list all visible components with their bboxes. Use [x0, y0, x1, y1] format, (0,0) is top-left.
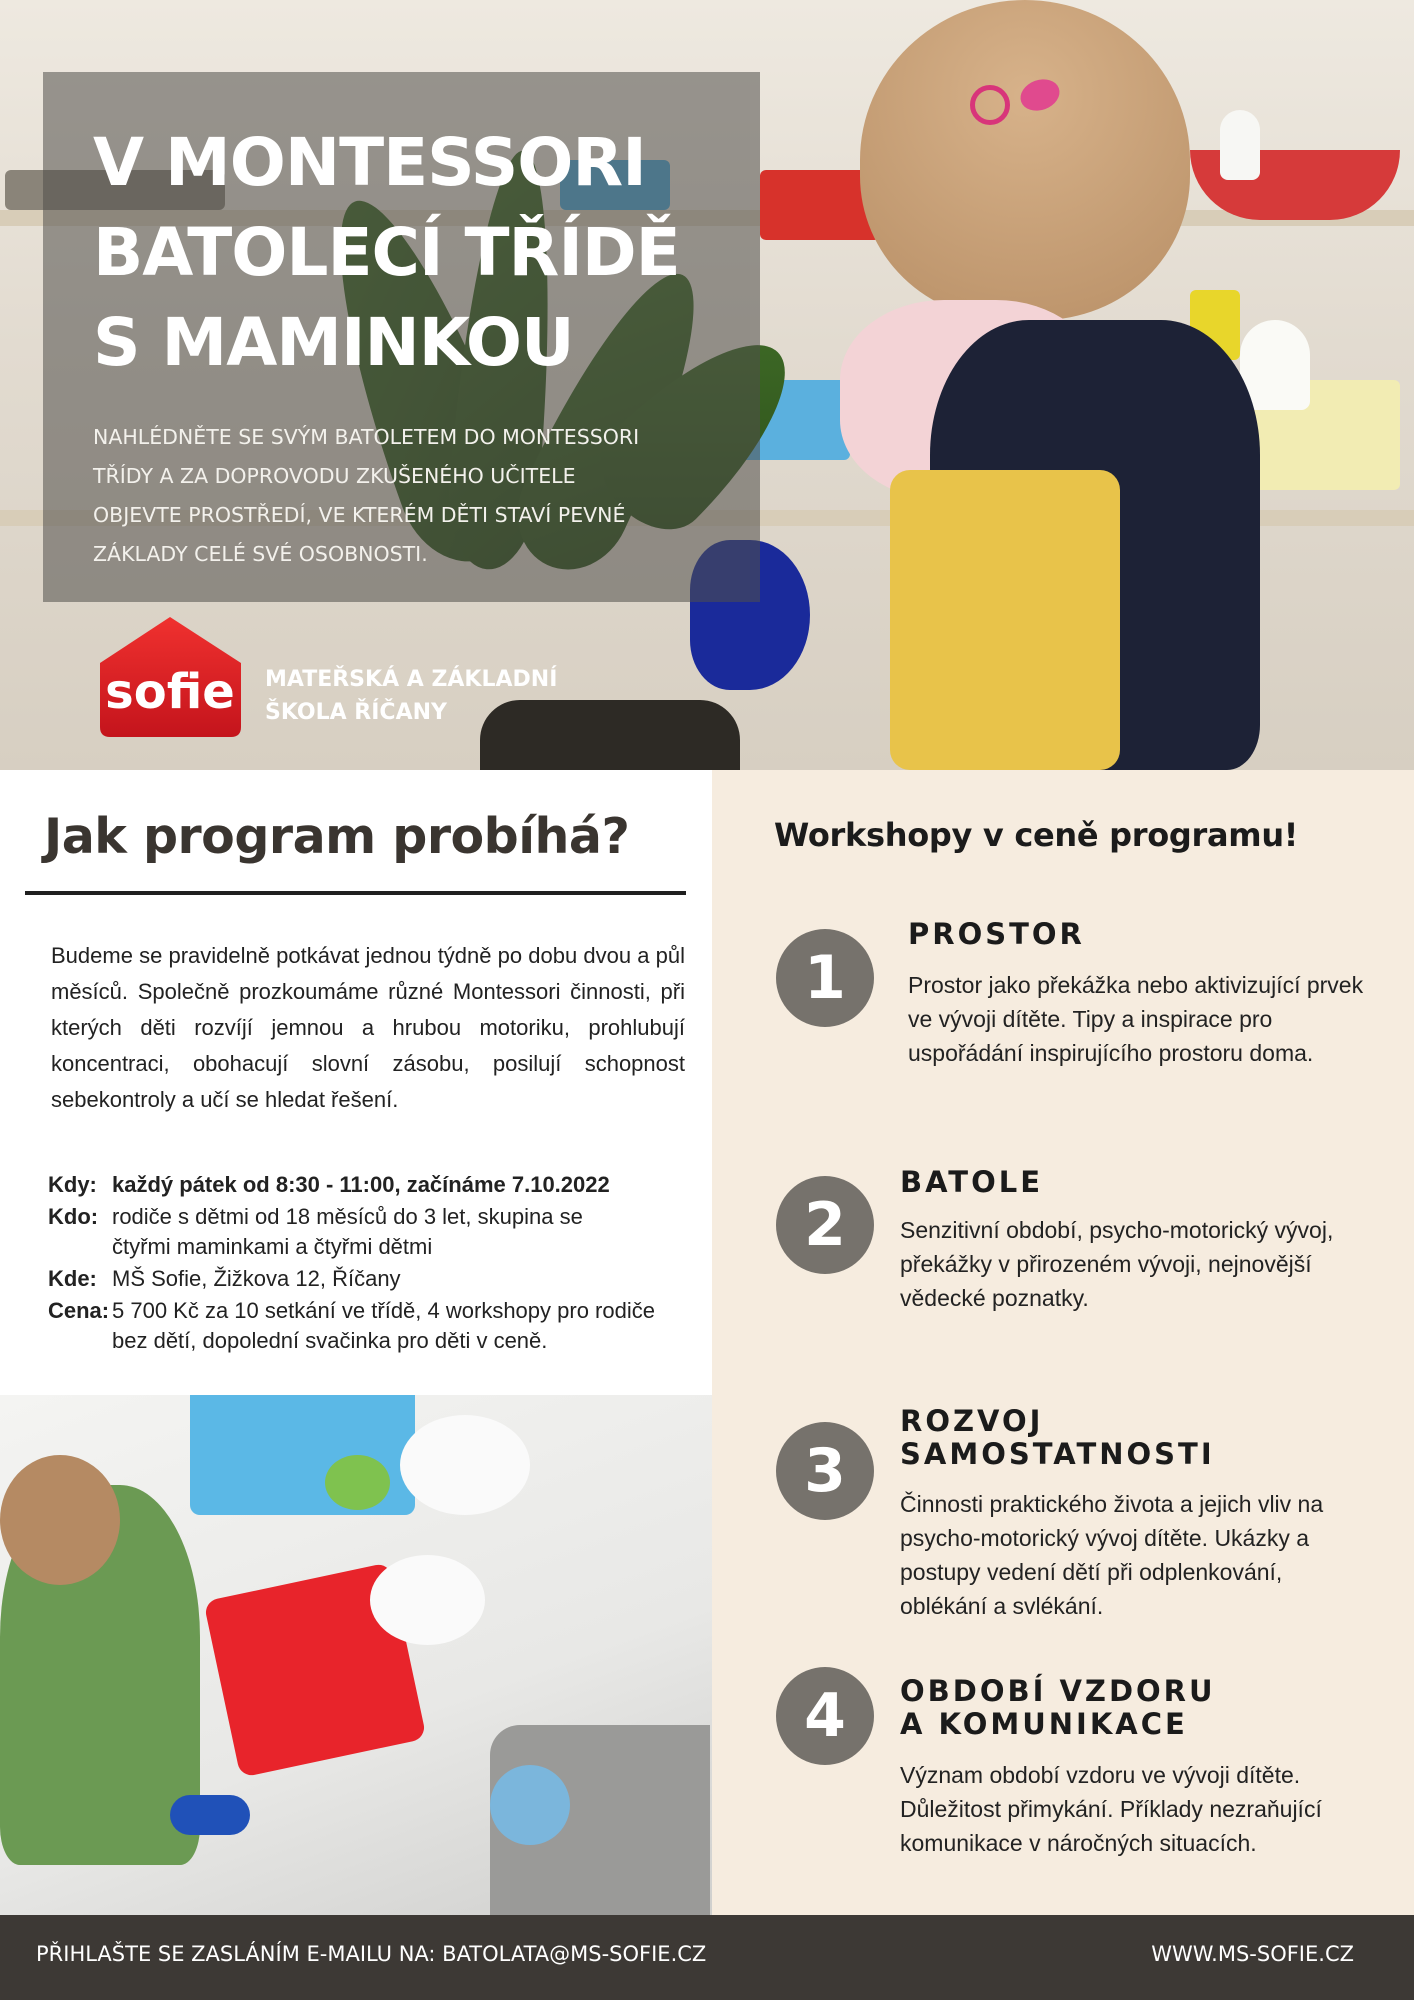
workshop-number-badge: 3 — [776, 1422, 874, 1520]
boy-shoe — [170, 1795, 250, 1835]
hero-subtitle-line: OBJEVTE PROSTŘEDÍ, VE KTERÉM DĚTI STAVÍ PEVNÉ — [93, 503, 626, 527]
workshop-description: Činnosti praktického života a jejich vliv na psycho-motorický vývoj dítěte. Ukázky a postupy vedení dětí při odplenkování, oblékání a svlékání. — [900, 1491, 1324, 1619]
school-name-line: ŠKOLA ŘÍČANY — [265, 700, 447, 725]
bread-plate — [400, 1415, 530, 1515]
detail-label: Cena: — [48, 1298, 110, 1323]
workshop-title — [900, 1405, 1215, 1471]
workshops-heading: Workshopy v ceně programu! — [774, 816, 1299, 854]
workshop-description: Význam období vzdoru ve vývoji dítěte. Důležitost přimykání. Příklady nezraňující komunikace v náročných situacích. — [900, 1762, 1322, 1856]
workshop-number-badge: 4 — [776, 1667, 874, 1765]
hero-photo — [0, 0, 1414, 770]
workshop-number-badge: 2 — [776, 1176, 874, 1274]
hero-title-line: V MONTESSORI — [93, 124, 646, 201]
sofie-logo — [98, 615, 243, 739]
workshop-title-line: OBDOBÍ VZDORU — [900, 1674, 1216, 1708]
detail-value: 5 700 Kč za 10 setkání ve třídě, 4 workshopy pro rodiče bez dětí, dopolední svačinka pro děti v ceně. — [112, 1298, 655, 1353]
detail-label: Kdo: — [48, 1204, 99, 1229]
workshop-title-line: A KOMUNIKACE — [900, 1707, 1188, 1741]
hero-subtitle-line: ZÁKLADY CELÉ SVÉ OSOBNOSTI. — [93, 542, 428, 566]
workshop-title-line: SAMOSTATNOSTI — [900, 1437, 1215, 1471]
snack-activity-photo — [0, 1395, 712, 1915]
hero-title-line: S MAMINKOU — [93, 304, 574, 381]
signup-email-text[interactable]: PŘIHLAŠTE SE ZASLÁNÍM E-MAILU NA: BATOLATA@MS-SOFIE.CZ — [36, 1942, 707, 1966]
detail-label: Kdy: — [48, 1172, 97, 1197]
hero-subtitle-line: TŘÍDY A ZA DOPROVODU ZKUŠENÉHO UČITELE — [93, 464, 576, 488]
workshop-description: Prostor jako překážka nebo aktivizující prvek ve vývoji dítěte. Tipy a inspirace pro uspořádání inspirujícího prostoru doma. — [908, 972, 1364, 1066]
program-details — [48, 1170, 698, 1358]
workshop-title — [900, 1675, 1216, 1741]
detail-value: rodiče s dětmi od 18 měsíců do 3 let, skupina se čtyřmi maminkami a čtyřmi dětmi — [112, 1204, 583, 1259]
hero-subtitle-line: NAHLÉDNĚTE SE SVÝM BATOLETEM DO MONTESSORI — [93, 425, 640, 449]
apple-bowl — [370, 1555, 485, 1645]
workshop-title-line: PROSTOR — [908, 917, 1085, 951]
child-figure — [800, 0, 1320, 770]
detail-row-who — [48, 1202, 698, 1262]
school-name-line: MATEŘSKÁ A ZÁKLADNÍ — [265, 667, 558, 692]
workshop-title-line: ROZVOJ — [900, 1404, 1044, 1438]
heading-divider — [25, 891, 686, 895]
sponge-dish — [490, 1765, 570, 1845]
workshop-title — [900, 1166, 1043, 1199]
detail-row-price — [48, 1296, 698, 1356]
program-intro: Budeme se pravidelně potkávat jednou týdně po dobu dvou a půl měsíců. Společně prozkoumáme různé Montessori činnosti, při kterých děti rozvíjí jemnou a hrubou motoriku, prohlubují koncentraci, obohacují slovní zásobu, posilují schopnost sebekontroly a učí se hledat řešení. — [51, 943, 685, 1112]
detail-label: Kde: — [48, 1266, 97, 1291]
hero-title-line: BATOLECÍ TŘÍDĚ — [93, 214, 680, 291]
workshop-number-badge: 1 — [776, 929, 874, 1027]
detail-value: každý pátek od 8:30 - 11:00, začínáme 7.10.2022 — [112, 1172, 610, 1197]
workshop-title — [908, 918, 1085, 951]
workshop-description: Senzitivní období, psycho-motorický vývoj, překážky v přirozeném vývoji, nejnovější vědecké poznatky. — [900, 1217, 1334, 1311]
detail-row-when — [48, 1170, 698, 1200]
green-bowl — [325, 1455, 390, 1510]
program-heading: Jak program probíhá? — [44, 808, 630, 865]
hero-title — [93, 118, 733, 388]
detail-row-where — [48, 1264, 698, 1294]
boy-head — [0, 1455, 120, 1585]
svg-text:sofie: sofie — [105, 664, 235, 720]
workshop-title-line: BATOLE — [900, 1165, 1044, 1199]
website-link[interactable]: WWW.MS-SOFIE.CZ — [1151, 1942, 1354, 1966]
hero-subtitle — [93, 418, 733, 574]
school-name — [265, 663, 557, 729]
detail-value: MŠ Sofie, Žižkova 12, Říčany — [112, 1266, 401, 1291]
